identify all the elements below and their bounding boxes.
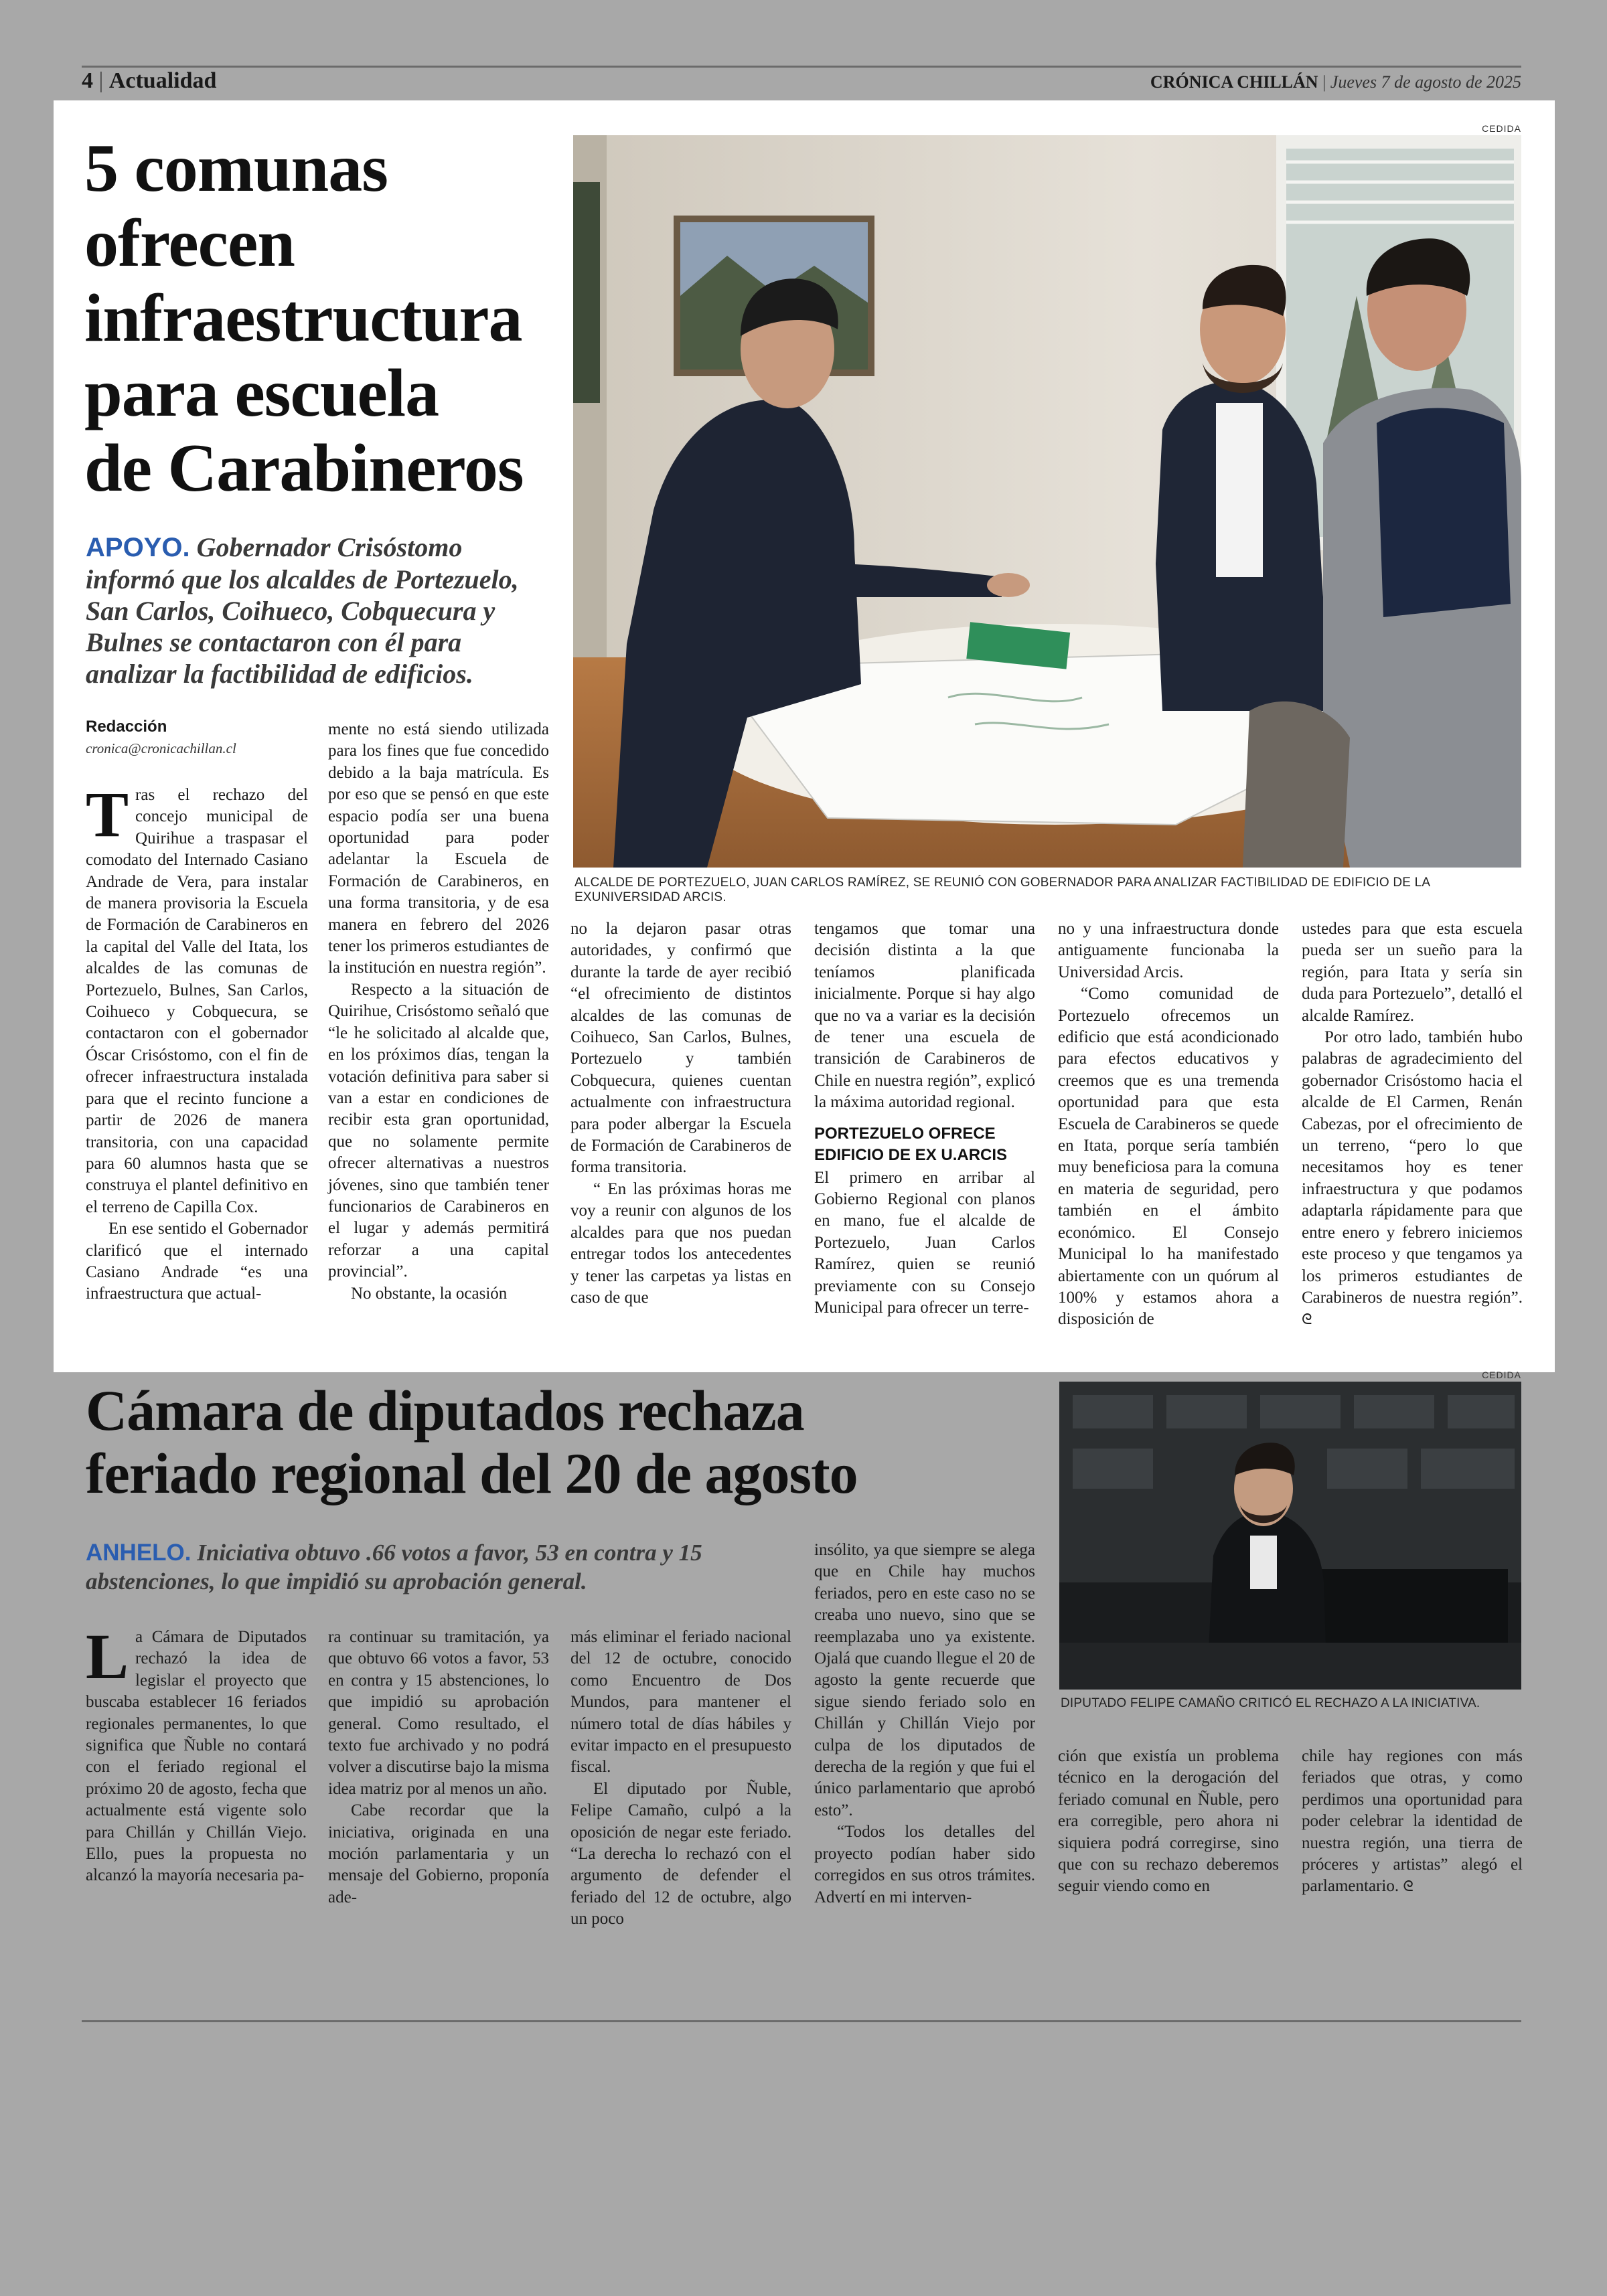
article1-headline bbox=[84, 131, 553, 506]
article1-photo-credit: CEDIDA bbox=[1482, 123, 1521, 134]
paragraph: Cabe recordar que la iniciativa, originada en una moción parlamentaria y un mensaje del Gobierno, proponía ade- bbox=[328, 1801, 549, 1906]
headline-line: ofrecen bbox=[84, 206, 295, 281]
article2-dropcap: L bbox=[86, 1621, 129, 1692]
paragraph: Por otro lado, también hubo palabras de agradecimiento del gobernador Crisóstomo hacia el alcalde de El Carmen, Renán Cabezas, por el ofrecimiento de un terreno, “pero lo que necesitamos hoy es tener infraestructura y que podamos adaptarla rápidamente para que entre enero y febrero iniciemos este proceso y que tengamos ya los primeros estudiantes de Carabineros de nuestra región”. bbox=[1302, 1028, 1523, 1307]
article2-dek-text: Iniciativa obtuvo .66 votos a favor, 53 en contra y 15 abstenciones, lo que impidió su aprobación general. bbox=[86, 1540, 702, 1594]
paragraph: a Cámara de Diputados rechazó la idea de legislar el proyecto que buscaba establecer 16 feriados regionales permanentes, lo que significa que Ñuble no contará con el feriado regional el próximo 20 de agosto, fecha que actualmente está vigente solo para Chillán y Chillán Viejo. Ello, pues la propuesta no alcanzó la mayoría necesaria pa- bbox=[86, 1628, 307, 1885]
paragraph: ras el rechazo del concejo municipal de Quirihue a traspasar el comodato del Internado Casiano Andrade de Vera, para instalar de manera provisoria la Escuela de Formación de Carabineros en la capital del Valle del Itata, los alcaldes de las comunas de Portezuelo, Bulnes, San Carlos, Coihueco y Cobquecura, se contactaron con el gobernador Óscar Crisóstomo, con el fin de ofrecer infraestructura instalada para que el recinto funcione a partir de 2026 de manera transitoria, con una capacidad para 60 alumnos hasta que se construya el plantel definitivo en el terreno de Capilla Cox. bbox=[86, 786, 308, 1216]
article2-column-6 bbox=[1302, 1746, 1523, 1898]
article1-dek bbox=[86, 531, 548, 689]
headline-line: feriado regional del 20 de agosto bbox=[86, 1441, 858, 1505]
article1-subhead: PORTEZUELO OFRECE EDIFICIO DE EX U.ARCIS bbox=[814, 1124, 1008, 1164]
headline-line: de Carabineros bbox=[84, 430, 524, 506]
article2-kicker: ANHELO. bbox=[86, 1540, 192, 1566]
page-folio: 4 | Actualidad bbox=[82, 68, 217, 93]
article1-column-6 bbox=[1302, 918, 1523, 1331]
paragraph: ra continuar su tramitación, ya que obtuvo 66 votos a favor, 53 en contra y 15 abstenciones, lo que impidió su aprobación general. Como resultado, el texto fue archivado y no podrá volver a discutirse bajo la misma idea matriz por al menos un año. bbox=[328, 1628, 549, 1798]
article1-column-2 bbox=[328, 719, 549, 1305]
article1-dek-text: Gobernador Crisóstomo informó que los alcaldes de Portezuelo, San Carlos, Coihueco, Cobquecura y Bulnes se contactaron con él para analizar la factibilidad de edificios. bbox=[86, 532, 519, 689]
paragraph: no y una infraestructura donde antiguamente funcionaba la Universidad Arcis. bbox=[1058, 920, 1279, 981]
article1-column-4 bbox=[814, 918, 1035, 1319]
publication-name: CRÓNICA CHILLÁN bbox=[1150, 72, 1318, 92]
paragraph: chile hay regiones con más feriados que otras, y como perdimos una oportunidad para poder celebrar la identidad de nuestra región, una tierra de próceres y artistas” alegó el parlamentario. bbox=[1302, 1747, 1523, 1896]
paragraph: ustedes para que esta escuela pueda ser un sueño para la región, para Itata y sería sin duda para Portezuelo”, detalló el alcalde Ramírez. bbox=[1302, 920, 1523, 1025]
paragraph: “Todos los detalles del proyecto podían haber sido corregidos en sus otros trámites. Advertí en mi interven- bbox=[814, 1823, 1035, 1906]
paragraph: más eliminar el feriado nacional del 12 de octubre, conocido como Encuentro de Dos Mundos, para mantener el número total de días hábiles y evitar impacto en el presupuesto fiscal. bbox=[570, 1628, 791, 1777]
article2-end-mark: ᘓ bbox=[1403, 1878, 1413, 1896]
headline-line: infraestructura bbox=[84, 280, 522, 356]
paragraph: En ese sentido el Gobernador clarificó que el internado Casiano Andrade “es una infraestructura que actual- bbox=[86, 1220, 308, 1303]
article1-kicker: APOYO. bbox=[86, 533, 190, 562]
paragraph: Respecto a la situación de Quirihue, Crisóstomo señaló que “le he solicitado al alcalde que, en los próximos días, tengan la votación definitiva para saber si van a estar en condiciones de recibir esta gran oportunidad, que no solamente permite ofrecer alternativas a nuestros jóvenes, sino que también tener funcionarios de Carabineros en el lugar y además permitirá reforzar a una capital provincial”. bbox=[328, 980, 549, 1281]
headline-line: para escuela bbox=[84, 355, 439, 431]
meeting-photo-illustration bbox=[573, 135, 1521, 868]
paragraph: “ En las próximas horas me voy a reunir con algunos de los alcaldes para que nos puedan entregar todos los antecedentes y tener las carpetas ya listas en caso de que bbox=[570, 1179, 791, 1307]
paragraph: tengamos que tomar una decisión distinta a la que teníamos planificada inicialmente. Porque si hay algo que no va a variar es la decisión de tener una escuela de transición de Carabineros de Chile en nuestra región”, explicó la máxima autoridad regional. bbox=[814, 920, 1035, 1112]
page-number: 4 bbox=[82, 68, 93, 93]
article1-dropcap: T bbox=[86, 778, 129, 850]
article2-photo-credit: CEDIDA bbox=[1482, 1370, 1521, 1380]
headline-line: 5 comunas bbox=[84, 131, 388, 206]
article2-column-3 bbox=[570, 1627, 791, 1931]
masthead-line: CRÓNICA CHILLÁN | Jueves 7 de agosto de 2025 bbox=[1150, 72, 1521, 92]
article2-headline bbox=[86, 1379, 1037, 1505]
paragraph: ción que existía un problema técnico en la derogación del feriado comunal en Ñuble, pero era corregible, pero ahora ni siquiera podrá corregirse, sino que con su rechazo deberemos seguir viendo como en bbox=[1058, 1747, 1279, 1896]
header-top-rule bbox=[82, 66, 1521, 68]
article1-end-mark: ᘓ bbox=[1302, 1311, 1312, 1329]
paragraph: “Como comunidad de Portezuelo ofrecemos un edificio que está acondicionado para efectos educativos y creemos que es una tremenda oportunidad para que esta Escuela de Carabineros se quede en Itata, porque sería también muy beneficiosa para la comuna en materia de seguridad, pero también en el ámbito económico. El Consejo Municipal lo ha manifestado abiertamente con un quórum al 100% y estamos ahora a disposición de bbox=[1058, 985, 1279, 1329]
paragraph: El diputado por Ñuble, Felipe Camaño, culpó a la oposición de negar este feriado. “La derecha lo rechazó con el argumento de defender el feriado del 12 de octubre, algo un poco bbox=[570, 1779, 791, 1929]
article2-column-5 bbox=[1058, 1746, 1279, 1898]
chamber-photo-illustration bbox=[1059, 1382, 1521, 1690]
paragraph: mente no está siendo utilizada para los fines que fue concedido debido a la baja matrícula. Es por eso que se pensó en que este espacio podía ser una buena oportunidad para poder adelantar la Escuela de Formación de Carabineros, en una forma transitoria, y de esa manera en febrero del 2026 tener los primeros estudiantes de la institución en nuestra región”. bbox=[328, 720, 549, 977]
publication-date: Jueves 7 de agosto de 2025 bbox=[1330, 72, 1521, 92]
paragraph: no la dejaron pasar otras autoridades, y confirmó que durante la tarde de ayer recibió “el ofrecimiento de distintos alcaldes de las comunas de Coihueco, San Carlos, Bulnes, Portezuelo y también Cobquecura, quienes cuentan actualmente con infraestructura para poder albergar la Escuela de Formación de Carabineros de forma transitoria. bbox=[570, 920, 791, 1177]
page-bottom-rule bbox=[82, 2020, 1521, 2022]
headline-line: Cámara de diputados rechaza bbox=[86, 1378, 804, 1443]
paragraph: El primero en arribar al Gobierno Regional con planos en mano, fue el alcalde de Portezuelo, Juan Carlos Ramírez, quien se reunió previamente con su Consejo Municipal para ofrecer un terre- bbox=[814, 1168, 1035, 1317]
article1-email: cronica@cronicachillan.cl bbox=[86, 740, 236, 756]
paragraph: No obstante, la ocasión bbox=[351, 1284, 508, 1303]
article2-column-2 bbox=[328, 1627, 549, 1908]
article2-photo bbox=[1059, 1382, 1521, 1690]
article2-column-1 bbox=[86, 1621, 307, 1887]
article2-column-4 bbox=[814, 1540, 1035, 1908]
article1-photo bbox=[573, 135, 1521, 868]
article1-column-1 bbox=[86, 778, 308, 1305]
article2-photo-caption: DIPUTADO FELIPE CAMAÑO CRITICÓ EL RECHAZO A LA INICIATIVA. bbox=[1061, 1696, 1480, 1710]
article1-photo-caption: ALCALDE DE PORTEZUELO, JUAN CARLOS RAMÍREZ, SE REUNIÓ CON GOBERNADOR PARA ANALIZAR FACTIBILIDAD DE EDIFICIO DE LA EXUNIVERSIDAD ARCIS. bbox=[575, 876, 1430, 904]
article1-column-3 bbox=[570, 918, 791, 1309]
paragraph: insólito, ya que siempre se alega que en Chile hay muchos feriados, pero en este caso no se creaba uno nuevo, sino que se reemplazaba uno ya existente. Ojalá que cuando llegue el 20 de agosto la gente recuerde que sigue siendo feriado solo en Chillán y Chillán Viejo por culpa de los diputados de derecha de la región y que fui el único parlamentario que aprobó esto”. bbox=[814, 1541, 1035, 1819]
article2-dek bbox=[86, 1538, 795, 1596]
article1-byline: Redacción bbox=[86, 718, 167, 736]
section-name: Actualidad bbox=[108, 68, 217, 93]
article1-column-5 bbox=[1058, 918, 1279, 1331]
